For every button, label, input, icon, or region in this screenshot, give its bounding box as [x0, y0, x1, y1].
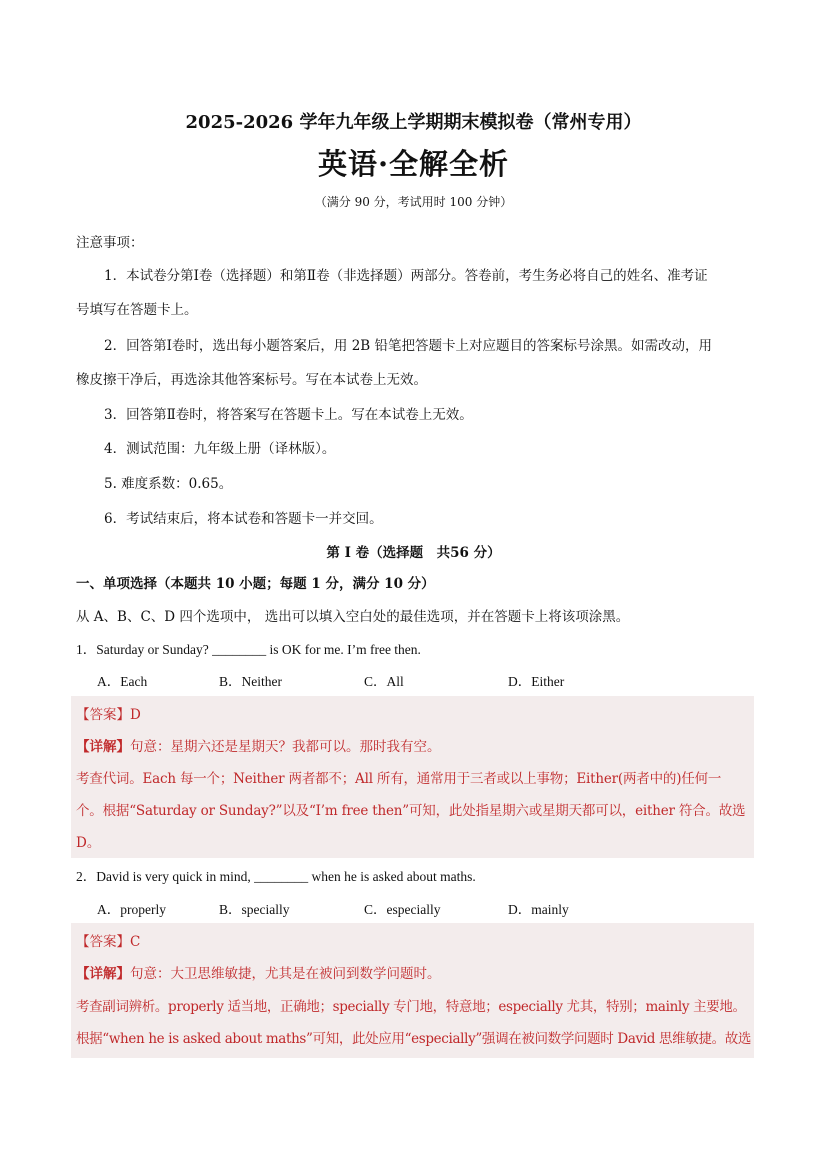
- option-b: B．specially: [219, 902, 290, 917]
- answer-label: 【答案】D: [76, 707, 141, 723]
- option-a: A．Each: [97, 674, 148, 689]
- option-c: C．All: [364, 674, 404, 689]
- note-item: 3．回答第Ⅱ卷时，将答案写在答题卡上。写在本试卷上无效。: [104, 407, 473, 423]
- question-stem: 1．Saturday or Sunday? ________ is OK for me. I’m free then.: [76, 642, 421, 657]
- note-item: 1．本试卷分第Ⅰ卷（选择题）和第Ⅱ卷（非选择题）两部分。答卷前，考生务必将自己的姓名、准考证: [104, 268, 708, 284]
- option-d: D．Either: [508, 674, 565, 689]
- explanation-line: 考查副词辨析。properly 适当地，正确地；specially 专门地，特意地；especially 尤其，特别；mainly 主要地。: [76, 999, 746, 1015]
- detail-text: 句意：大卫思维敏捷，尤其是在被问到数学问题时。: [130, 966, 441, 982]
- section-heading: 一、单项选择（本题共 10 小题；每题 1 分，满分 10 分）: [76, 576, 435, 592]
- detail-line: [76, 962, 441, 982]
- explanation-line: 根据“when he is asked about maths”可知，此处应用“especially”强调在被问数学问题时 David 思维敏捷。故选: [76, 1031, 752, 1047]
- option-b: B．Neither: [219, 674, 282, 689]
- note-item: 5. 难度系数：0.65。: [104, 476, 233, 492]
- note-item: 4．测试范围：九年级上册（译林版）。: [104, 441, 336, 457]
- notes-heading: 注意事项：: [76, 235, 144, 251]
- section-instruction: 从 A、B、C、D 四个选项中， 选出可以填入空白处的最佳选项，并在答题卡上将该项涂黑。: [76, 609, 630, 625]
- explanation-line: 考查代词。Each 每一个；Neither 两者都不；All 所有，通常用于三者或以上事物；Either(两者中的)任何一: [76, 771, 722, 787]
- detail-label: 【详解】: [76, 739, 130, 755]
- detail-label: 【详解】: [76, 966, 130, 982]
- note-item: 2．回答第Ⅰ卷时，选出每小题答案后，用 2B 铅笔把答题卡上对应题目的答案标号涂黑。如需改动，用: [104, 338, 713, 354]
- exam-title: 2025-2026 学年九年级上学期期末模拟卷（常州专用）: [185, 112, 642, 133]
- answer-label: 【答案】C: [76, 934, 141, 950]
- detail-line: [76, 735, 441, 755]
- main-title: 英语·全解全析: [317, 147, 510, 181]
- detail-text: 句意：星期六还是星期天？我都可以。那时我有空。: [130, 739, 441, 755]
- note-item: 号填写在答题卡上。: [76, 302, 198, 318]
- note-item: 6．考试结束后，将本试卷和答题卡一并交回。: [104, 511, 383, 527]
- question-stem: 2．David is very quick in mind, ________ when he is asked about maths.: [76, 869, 476, 884]
- exam-subtitle: （满分 90 分，考试用时 100 分钟）: [314, 195, 513, 209]
- part-title: 第 I 卷（选择题 共56 分）: [326, 545, 501, 561]
- explanation-line: 个。根据“Saturday or Sunday?”以及“I’m free then”可知，此处指星期六或星期天都可以，either 符合。故选: [76, 803, 746, 819]
- note-item: 橡皮擦干净后，再选涂其他答案标号。写在本试卷上无效。: [76, 372, 427, 388]
- explanation-line: D。: [76, 835, 101, 851]
- option-d: D．mainly: [508, 902, 569, 917]
- option-a: A．properly: [97, 902, 166, 917]
- option-c: C．especially: [364, 902, 441, 917]
